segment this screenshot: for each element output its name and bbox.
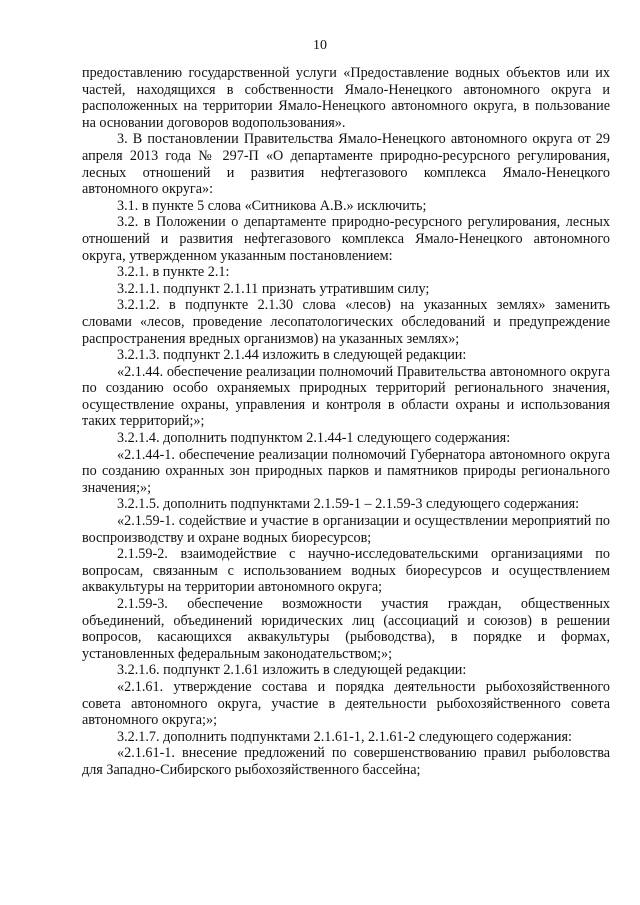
- paragraph: 3.2.1.6. подпункт 2.1.61 изложить в следующей редакции:: [117, 662, 467, 679]
- paragraph: 3.2. в Положении о департаменте природно-ресурсного регулирования, лесных отношений и развития нефтегазового комплекса Ямало-Ненецкого автономного округа, утвержденном указанным постановлением:: [82, 214, 610, 264]
- page-number: 10: [313, 38, 327, 53]
- paragraph: 3.2.1.2. в подпункте 2.1.30 слова «лесов) на указанных землях» заменить словами «лесов, проведение лесопатологических обследований и предупреждение распространения вредных организмов) на указанных землях»;: [82, 297, 610, 347]
- paragraph: 3. В постановлении Правительства Ямало-Ненецкого автономного округа от 29 апреля 2013 года № 297-П «О департаменте природно-ресурсного регулирования, лесных отношений и развития нефтегазового комплекса Ямало-Ненецкого автономного округа»:: [82, 131, 610, 198]
- paragraph: 2.1.59-3. обеспечение возможности участия граждан, общественных объединений, объединений юридических лиц (ассоциаций и союзов) в решении вопросов, касающихся аквакультуры (рыбоводства), в порядке и формах, установленных федеральным законодательством;»;: [82, 596, 610, 662]
- paragraph: предоставлению государственной услуги «Предоставление водных объектов или их частей, находящихся в собственности Ямало-Ненецкого автономного округа и расположенных на территории Ямало-Ненецкого автономного округа, в пользование на основании договоров водопользования».: [82, 65, 610, 131]
- paragraph: 3.1. в пункте 5 слова «Ситникова А.В.» исключить;: [117, 197, 427, 214]
- paragraph: 3.2.1.7. дополнить подпунктами 2.1.61-1, 2.1.61-2 следующего содержания:: [117, 728, 572, 745]
- paragraph: «2.1.59-1. содействие и участие в организации и осуществлении мероприятий по воспроизводству и охране водных биоресурсов;: [82, 513, 610, 546]
- paragraph: «2.1.61-1. внесение предложений по совершенствованию правил рыболовства для Западно-Сибирского рыбохозяйственного бассейна;: [82, 745, 610, 778]
- paragraph: 3.2.1.3. подпункт 2.1.44 изложить в следующей редакции:: [117, 347, 467, 364]
- paragraph: 2.1.59-2. взаимодействие с научно-исследовательскими организациями по вопросам, связанным с использованием водных биоресурсов и осуществлением аквакультуры на территории автономного округа;: [82, 546, 610, 596]
- paragraph: «2.1.44. обеспечение реализации полномочий Правительства автономного округа по созданию особо охраняемых природных территорий регионального значения, осуществление охраны, управления и контроля в области охраны и использования таких территорий;»;: [82, 363, 610, 430]
- document-body: [82, 65, 610, 779]
- paragraph: «2.1.44-1. обеспечение реализации полномочий Губернатора автономного округа по созданию охранных зон природных парков и памятников природы регионального значения;»;: [82, 446, 610, 496]
- paragraph: «2.1.61. утверждение состава и порядка деятельности рыбохозяйственного совета автономного округа, участие в деятельности рыбохозяйственного совета автономного округа;»;: [82, 678, 610, 729]
- paragraph: 3.2.1.4. дополнить подпунктом 2.1.44-1 следующего содержания:: [117, 430, 511, 447]
- paragraph: 3.2.1.1. подпункт 2.1.11 признать утратившим силу;: [117, 280, 430, 297]
- paragraph: 3.2.1.5. дополнить подпунктами 2.1.59-1 – 2.1.59-3 следующего содержания:: [117, 496, 580, 513]
- paragraph: 3.2.1. в пункте 2.1:: [117, 264, 230, 281]
